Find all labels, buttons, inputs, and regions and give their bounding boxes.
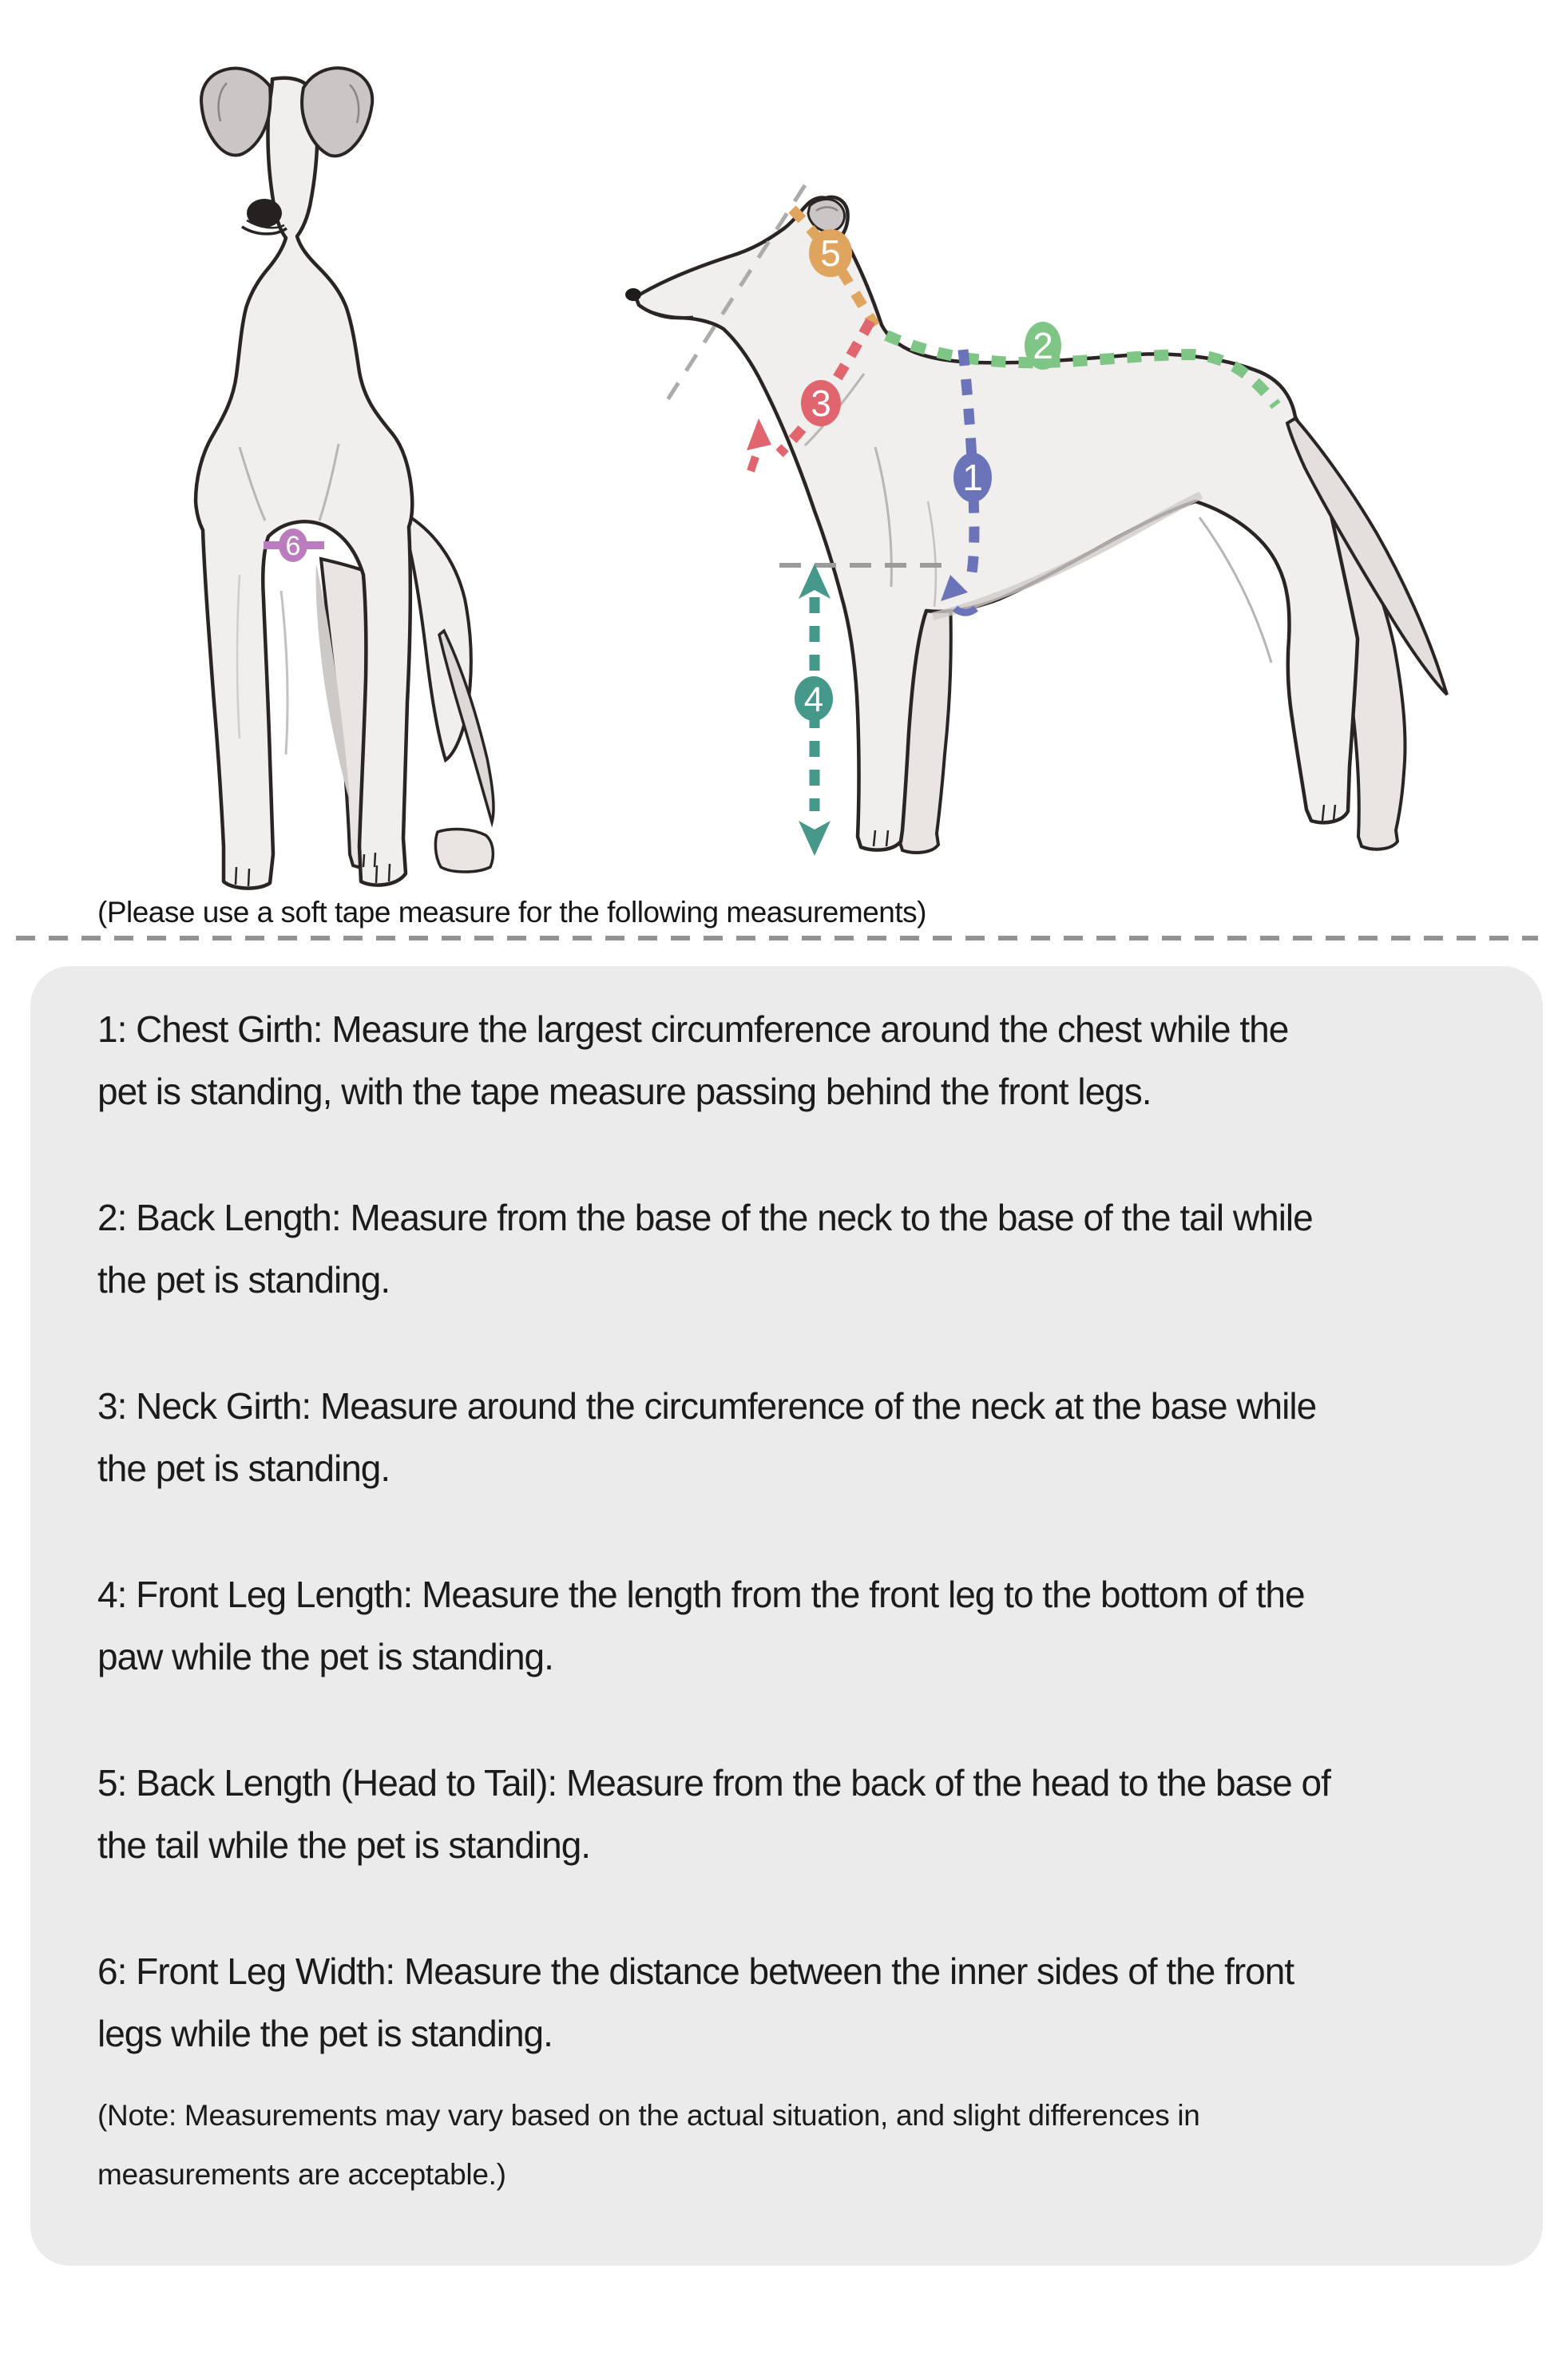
- svg-text:6: 6: [285, 531, 301, 561]
- marker-6-badge: [279, 529, 307, 562]
- instruction-line: the pet is standing.: [97, 1447, 390, 1489]
- instruction-neck-girth: [97, 1375, 1495, 1499]
- front-dog-belly-line-1: [281, 591, 287, 754]
- measure-arrow-3-tail: [751, 457, 755, 471]
- measurement-note: [97, 2086, 1495, 2204]
- instruction-line: paw while the pet is standing.: [97, 1636, 553, 1677]
- instruction-chest-girth: [97, 998, 1495, 1123]
- instruction-front-leg-width: [97, 1940, 1495, 2065]
- instruction-line: 2: Back Length: Measure from the base of the neck to the base of the tail while: [97, 1197, 1313, 1238]
- measure-arrow-4-top: [799, 564, 831, 599]
- side-dog-body: [636, 197, 1358, 850]
- instructions-panel: [30, 966, 1543, 2266]
- measure-arrow-1-curve: [955, 608, 976, 612]
- note-line: measurements are acceptable.): [97, 2158, 506, 2191]
- instruction-line: the pet is standing.: [97, 1259, 390, 1301]
- svg-text:5: 5: [820, 232, 841, 274]
- svg-text:2: 2: [1033, 325, 1053, 366]
- marker-1-badge: [953, 453, 992, 502]
- svg-text:4: 4: [803, 680, 824, 719]
- instruction-line: pet is standing, with the tape measure passing behind the front legs.: [97, 1071, 1152, 1112]
- dashed-separator: [16, 936, 1538, 941]
- svg-text:1: 1: [962, 457, 983, 498]
- instruction-line: 6: Front Leg Width: Measure the distance between the inner sides of the front: [97, 1950, 1294, 1992]
- instruction-line: legs while the pet is standing.: [97, 2013, 553, 2054]
- marker-5-badge: [809, 229, 852, 277]
- front-view-dog-illustration: [196, 68, 494, 888]
- front-dog-left-ear: [201, 69, 271, 156]
- marker-3-badge: [801, 380, 841, 426]
- measure-arrow-4-bottom: [799, 821, 831, 856]
- tape-measure-caption: (Please use a soft tape measure for the following measurements): [97, 896, 926, 929]
- instruction-line: the tail while the pet is standing.: [97, 1824, 591, 1866]
- front-dog-far-hind-paw: [435, 830, 493, 872]
- side-dog-nose: [625, 288, 641, 301]
- front-dog-body: [196, 78, 412, 889]
- instruction-line: 3: Neck Girth: Measure around the circumference of the neck at the base while: [97, 1385, 1317, 1427]
- instruction-line: 5: Back Length (Head to Tail): Measure from the back of the head to the base of: [97, 1762, 1330, 1804]
- note-line: (Note: Measurements may vary based on the actual situation, and slight differences in: [97, 2099, 1200, 2132]
- measure-arrow-3: [747, 418, 771, 450]
- marker-2-badge: [1025, 322, 1061, 370]
- instruction-back-length: [97, 1186, 1495, 1311]
- instruction-front-leg-length: [97, 1563, 1495, 1688]
- dog-measurement-illustration: [0, 0, 1554, 998]
- svg-text:3: 3: [811, 382, 831, 424]
- instruction-line: 4: Front Leg Length: Measure the length from the front leg to the bottom of the: [97, 1574, 1305, 1615]
- side-view-dog-illustration: [625, 197, 1447, 853]
- side-dog-toes: [874, 805, 1335, 846]
- instruction-back-length-head-to-tail: [97, 1752, 1495, 1876]
- instruction-line: 1: Chest Girth: Measure the largest circumference around the chest while the: [97, 1008, 1289, 1050]
- marker-4-badge: [795, 676, 833, 721]
